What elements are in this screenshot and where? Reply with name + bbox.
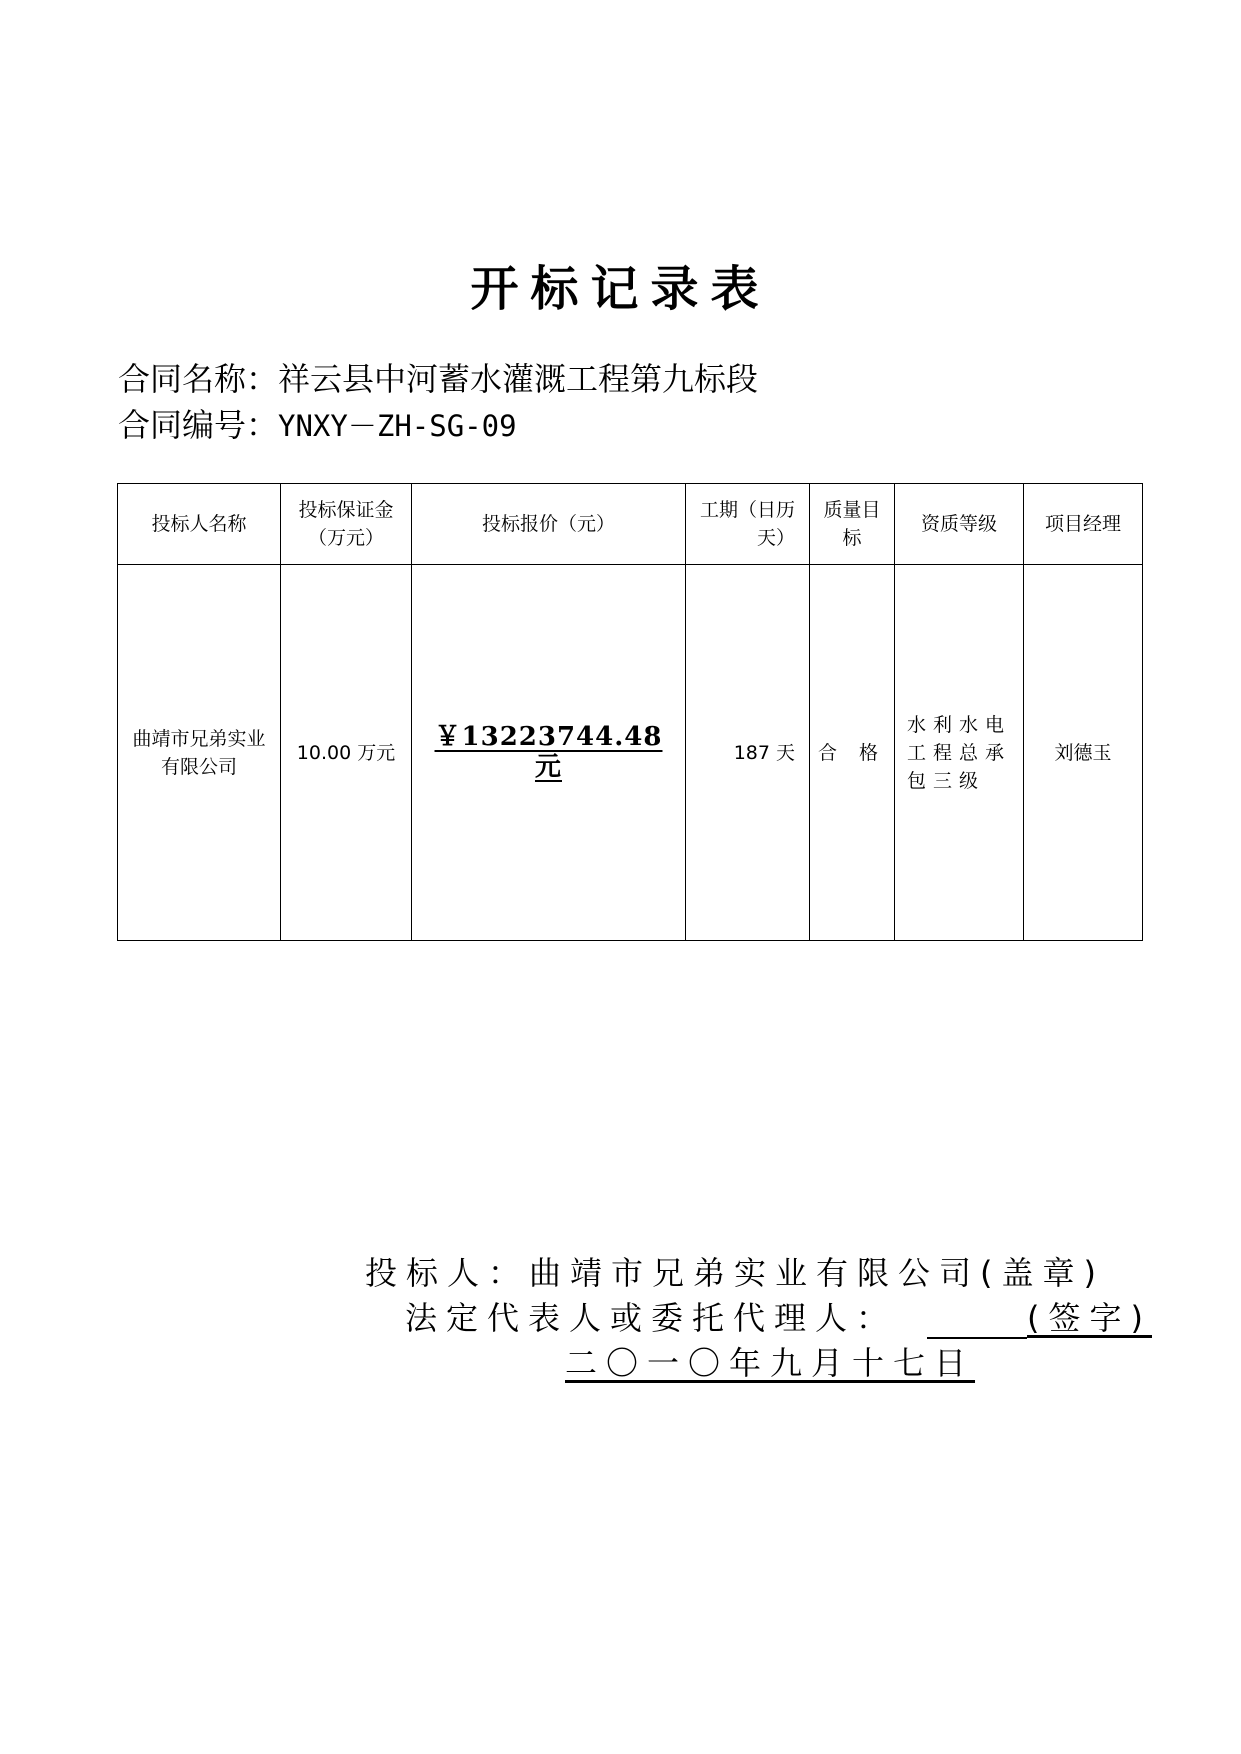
header-deposit: 投标保证金（万元） <box>281 484 412 565</box>
header-quality: 质量目标 <box>810 484 895 565</box>
table-row <box>118 565 1143 941</box>
cell-bid-price <box>412 565 686 941</box>
representative-label: 法定代表人或委托代理人： <box>405 1299 898 1337</box>
header-qualification: 资质等级 <box>895 484 1024 565</box>
header-bid-price: 投标报价（元） <box>412 484 686 565</box>
bid-opening-table <box>117 483 1143 941</box>
table-header-row <box>118 484 1143 565</box>
cell-quality: 合 格 <box>810 565 895 941</box>
signature-representative <box>405 1293 1152 1339</box>
cell-period: 187 天 <box>686 565 810 941</box>
header-bidder-name: 投标人名称 <box>118 484 281 565</box>
header-period: 工期（日历天） <box>686 484 810 565</box>
contract-code-line <box>118 400 517 446</box>
signature-blank <box>927 1307 1027 1339</box>
contract-name-label: 合同名称： <box>118 360 279 398</box>
header-manager: 项目经理 <box>1024 484 1143 565</box>
signature-date: 二〇一〇年九月十七日 <box>565 1344 976 1382</box>
page-title: 开标记录表 <box>470 261 771 317</box>
cell-qualification: 水利水电工程总承包三级 <box>895 565 1024 941</box>
signature-bidder: 投标人：曲靖市兄弟实业有限公司(盖章) <box>365 1254 1105 1292</box>
contract-code-label: 合同编号： <box>118 406 279 444</box>
bid-price-value: ￥13223744.48 元 <box>434 721 663 782</box>
cell-deposit: 10.00 万元 <box>281 565 412 941</box>
contract-name-line <box>118 354 758 400</box>
cell-bidder-name: 曲靖市兄弟实业有限公司 <box>118 565 281 941</box>
cell-manager: 刘德玉 <box>1024 565 1143 941</box>
signature-sign-label: (签字) <box>1027 1299 1152 1337</box>
contract-code-value: YNXY－ZH-SG-09 <box>278 409 517 443</box>
contract-name-value: 祥云县中河蓄水灌溉工程第九标段 <box>278 360 759 398</box>
